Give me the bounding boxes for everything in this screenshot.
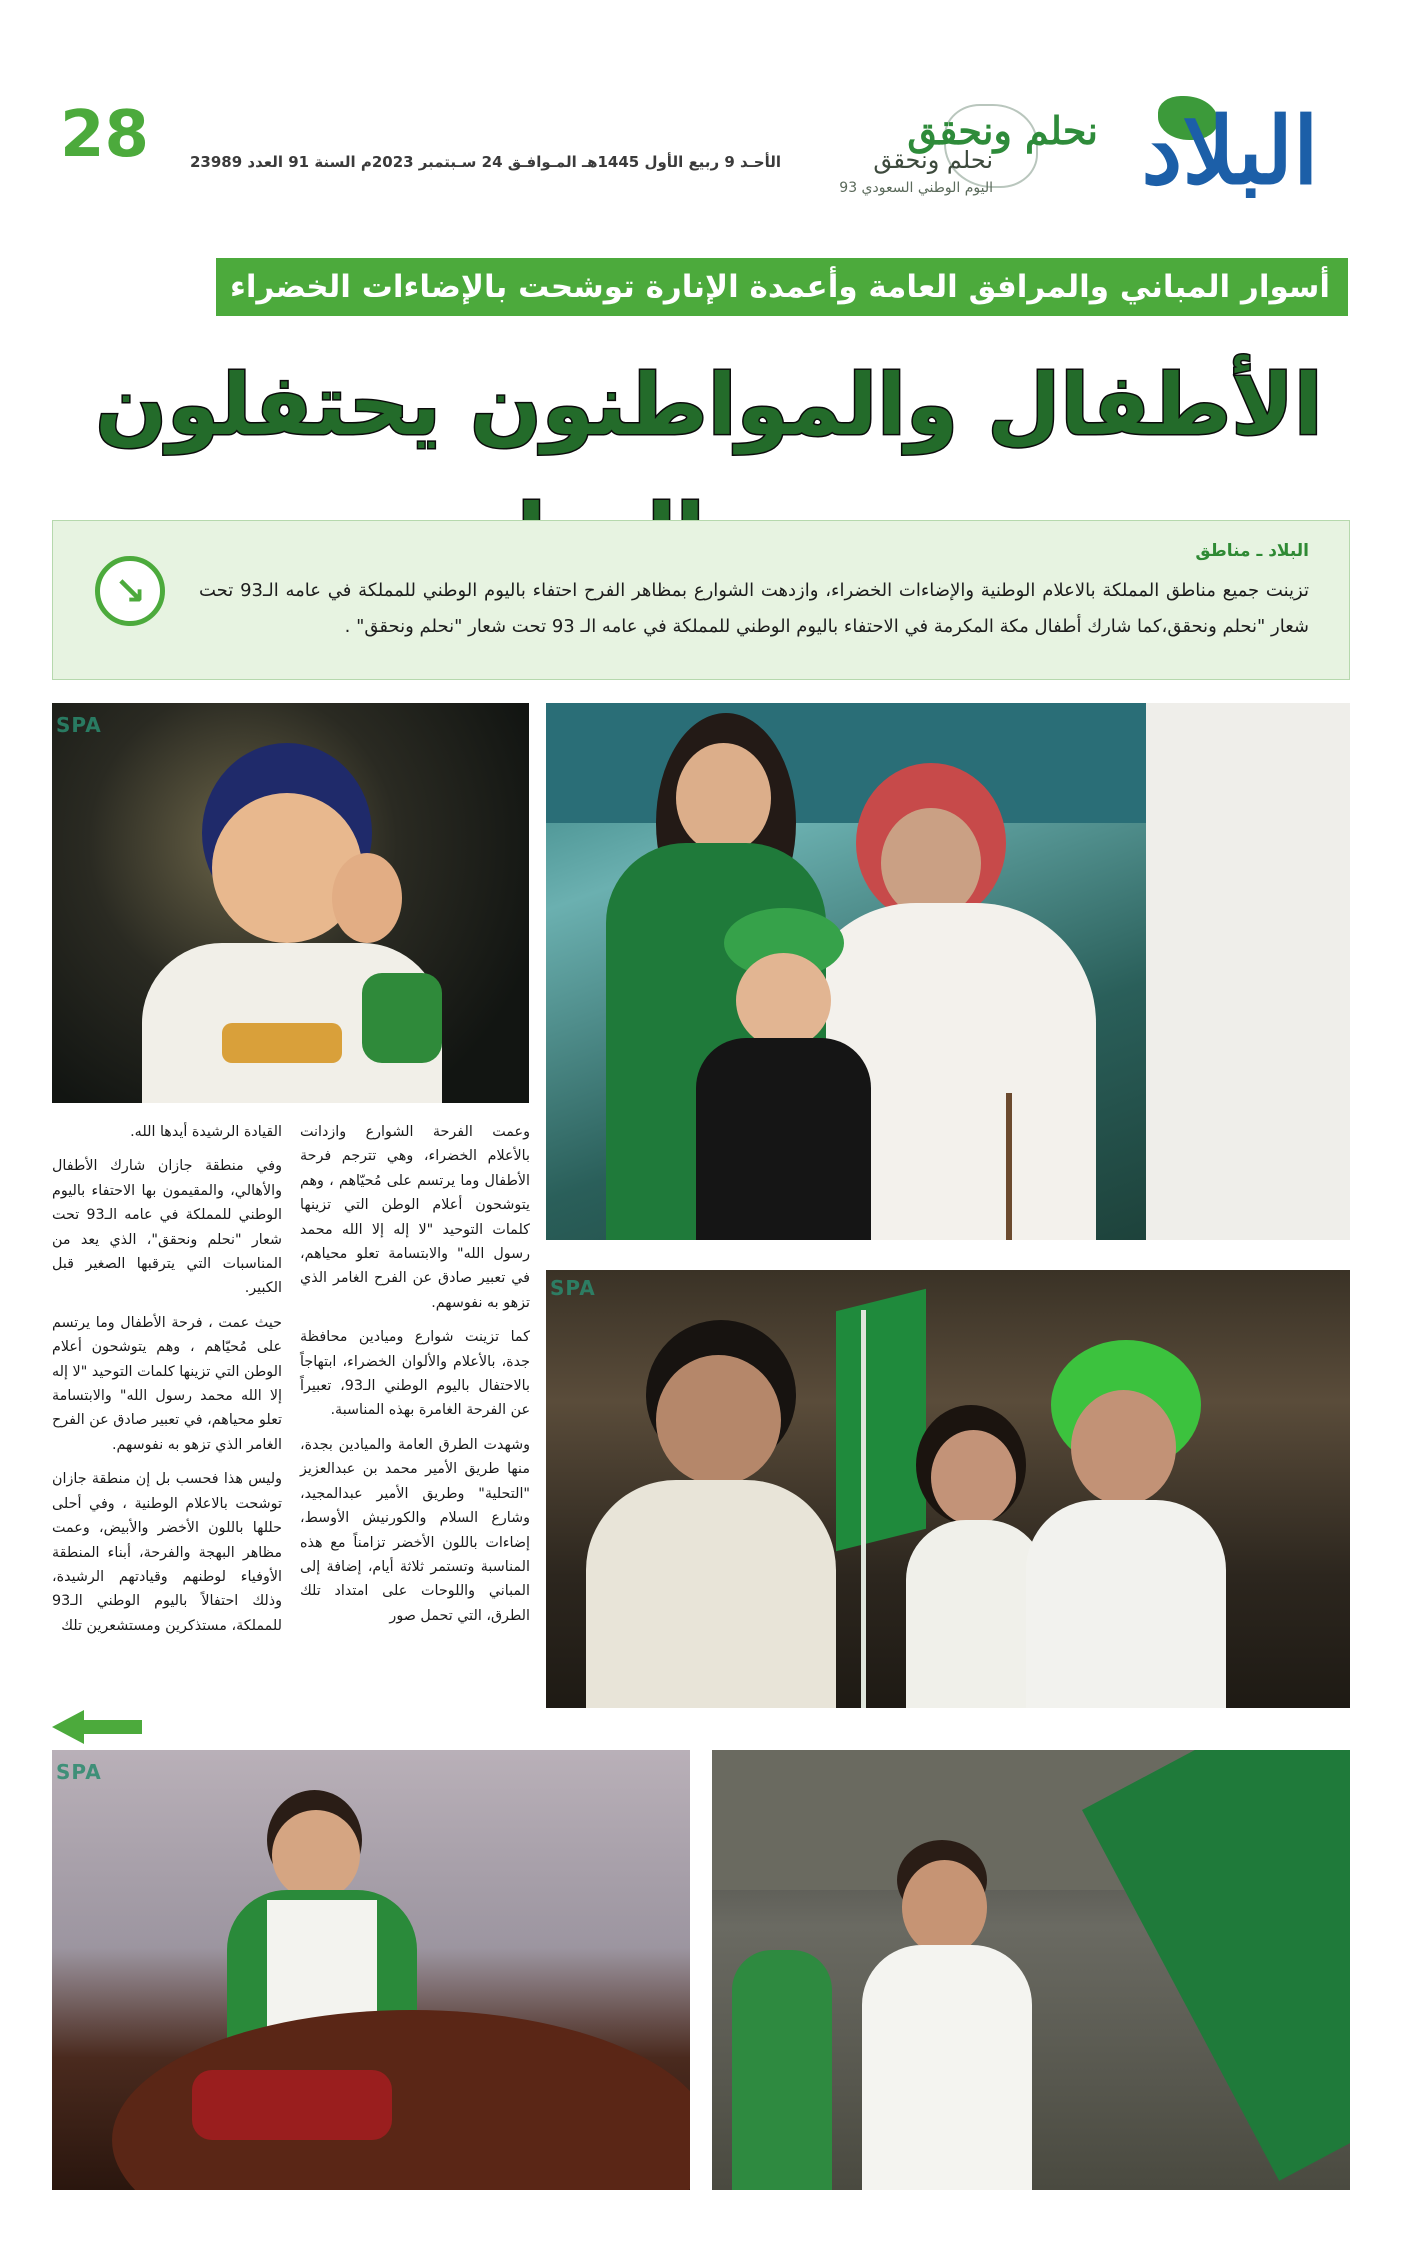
saudi-flag [836,1289,926,1551]
spa-watermark: SPA [56,713,102,737]
shirt-print [222,1023,342,1063]
photo-boy-waving-flag [712,1750,1350,2190]
girl-dress [906,1520,1046,1708]
girl-face [676,743,771,853]
photo-toddler-night [52,703,529,1103]
lead-paragraph: تزينت جميع مناطق المملكة بالاعلام الوطنية والإضاءات الخضراء، وازدهت الشوارع بمظاهر الفرح احتفاء باليوم الوطني للمملكة في عامه الـ93 تحت شعار "نحلم ونحقق،كما شارك أطفال مكة المكرمة في الاحتفاء باليوم الوطني للمملكة في عامه الـ 93 تحت شعار "نحلم ونحقق" . [199,580,1309,637]
dateline: الأحـد 9 ربيع الأول 1445هـ المـوافـق 24 سـبتمبر 2023م السنة 91 العدد 23989 [190,153,781,171]
photo-three-children-flag [546,1270,1350,1708]
byline: البلاد ـ مناطق [1195,541,1309,561]
toddler-face [272,1810,360,1900]
bystander [732,1950,832,2190]
child-hand [332,853,402,943]
boy2-white-thobe [1026,1500,1226,1708]
boy-face [656,1355,781,1485]
page-number: 28 [60,98,150,172]
national-day-slogan: نحلم ونحقق [873,146,993,174]
lead-box [52,520,1350,680]
horse-saddle [192,2070,392,2140]
national-day-subtitle: اليوم الوطني السعودي 93 [839,180,993,196]
shirt-sleeve [362,973,442,1063]
article-column-right [300,1120,530,1638]
headline: الأطفال والمواطنون يحتفلون [95,356,1323,454]
boy-face [736,953,831,1048]
paragraph: وفي منطقة جازان شارك الأطفال والأهالي، والمقيمون بها الاحتفاء باليوم الوطني للمملكة في عامه الـ93 تحت شعار "نحلم ونحقق"، الذي يعد من المناسبات التي يترقبها الصغير قبل الكبير. [52,1158,282,1297]
boy-white-vest [586,1480,836,1708]
photo-elder-children [546,703,1350,1240]
paragraph: القيادة الرشيدة أيدها الله. [130,1124,282,1140]
paragraph: وشهدت الطرق العامة والميادين بجدة، منها طريق الأمير محمد بن عبدالعزيز "التحلية" وطريق الأمير عبدالمجيد، وشارع السلام والكورنيش الأوسط، إضاءات باللون الأخضر تزامناً مع هذه المناسبة وتستمر ثلاثة أيام، إضافة إلى المباني واللوحات على امتداد تلك الطرق، التي تحمل صور [300,1436,530,1624]
masthead-logo [1110,92,1350,222]
flag-pole [861,1310,866,1708]
boy-white-shirt [862,1945,1032,2190]
national-day-calligraphy: نحلم ونحقق [907,108,1098,153]
kicker-banner [216,258,1348,316]
spa-watermark: SPA [550,1276,596,1300]
article-column-left [52,1120,282,1648]
standing-man-thobe [1146,703,1350,1240]
spa-watermark: SPA [56,1760,102,1784]
national-day-logo [808,104,1098,204]
elder-face [881,808,981,918]
paragraph: وليس هذا فحسب بل إن منطقة جازان توشحت بالاعلام الوطنية ، وفي أحلى حللها باللون الأخضر والأبيض، وعمت مظاهر البهجة والفرحة، أبناء المنطقة الأوفياء لوطنهم وقيادتهم الرشيدة، وذلك احتفالاً باليوم الوطني الـ93 للمملكة، مستذكرين ومستشعرين تلك [52,1471,282,1634]
boy2-face [1071,1390,1176,1505]
masthead-title: البلاد [1141,97,1319,205]
paragraph: كما تزينت شوارع وميادين محافظة جدة، بالأعلام والألوان الخضراء، ابتهاجاً بالاحتفال باليوم الوطني الـ93، تعبيراً عن الفرحة الغامرة بهذه المناسبة. [300,1329,530,1419]
paragraph: حيث عمت ، فرحة الأطفال وما يرتسم على مُحيّاهم ، وهم يتوشحون أعلام الوطن التي تزينها كلمات التوحيد "لا إله إلا الله محمد رسول الله" والابتسامة تعلو محياهم، في تعبير صادق عن الفرح الغامر الذي تزهو به نفوسهم. [52,1314,282,1453]
boy-black-shirt [696,1038,871,1240]
large-saudi-flag [1082,1750,1350,2181]
continue-left-arrow-icon [52,1710,142,1744]
kicker-text: أسوار المباني والمرافق العامة وأعمدة الإنارة توشحت بالإضاءات الخضراء [230,269,1330,305]
paragraph: وعمت الفرحة الشوارع وازدانت بالأعلام الخضراء، وهي تترجم فرحة الأطفال وما يرتسم على مُحيّاهم ، وهم يتوشحون أعلام الوطن التي تزينها كلمات التوحيد "لا إله إلا الله محمد رسول الله" والابتسامة تعلو محياهم، في تعبير صادق عن الفرح الغامر الذي تزهو به نفوسهم. [300,1124,530,1311]
continue-arrow-icon: ↘ [95,556,165,626]
photo-toddler-horse [52,1750,690,2190]
boy-face [902,1860,987,1955]
walking-cane [1006,1093,1012,1240]
girl-face [931,1430,1016,1525]
